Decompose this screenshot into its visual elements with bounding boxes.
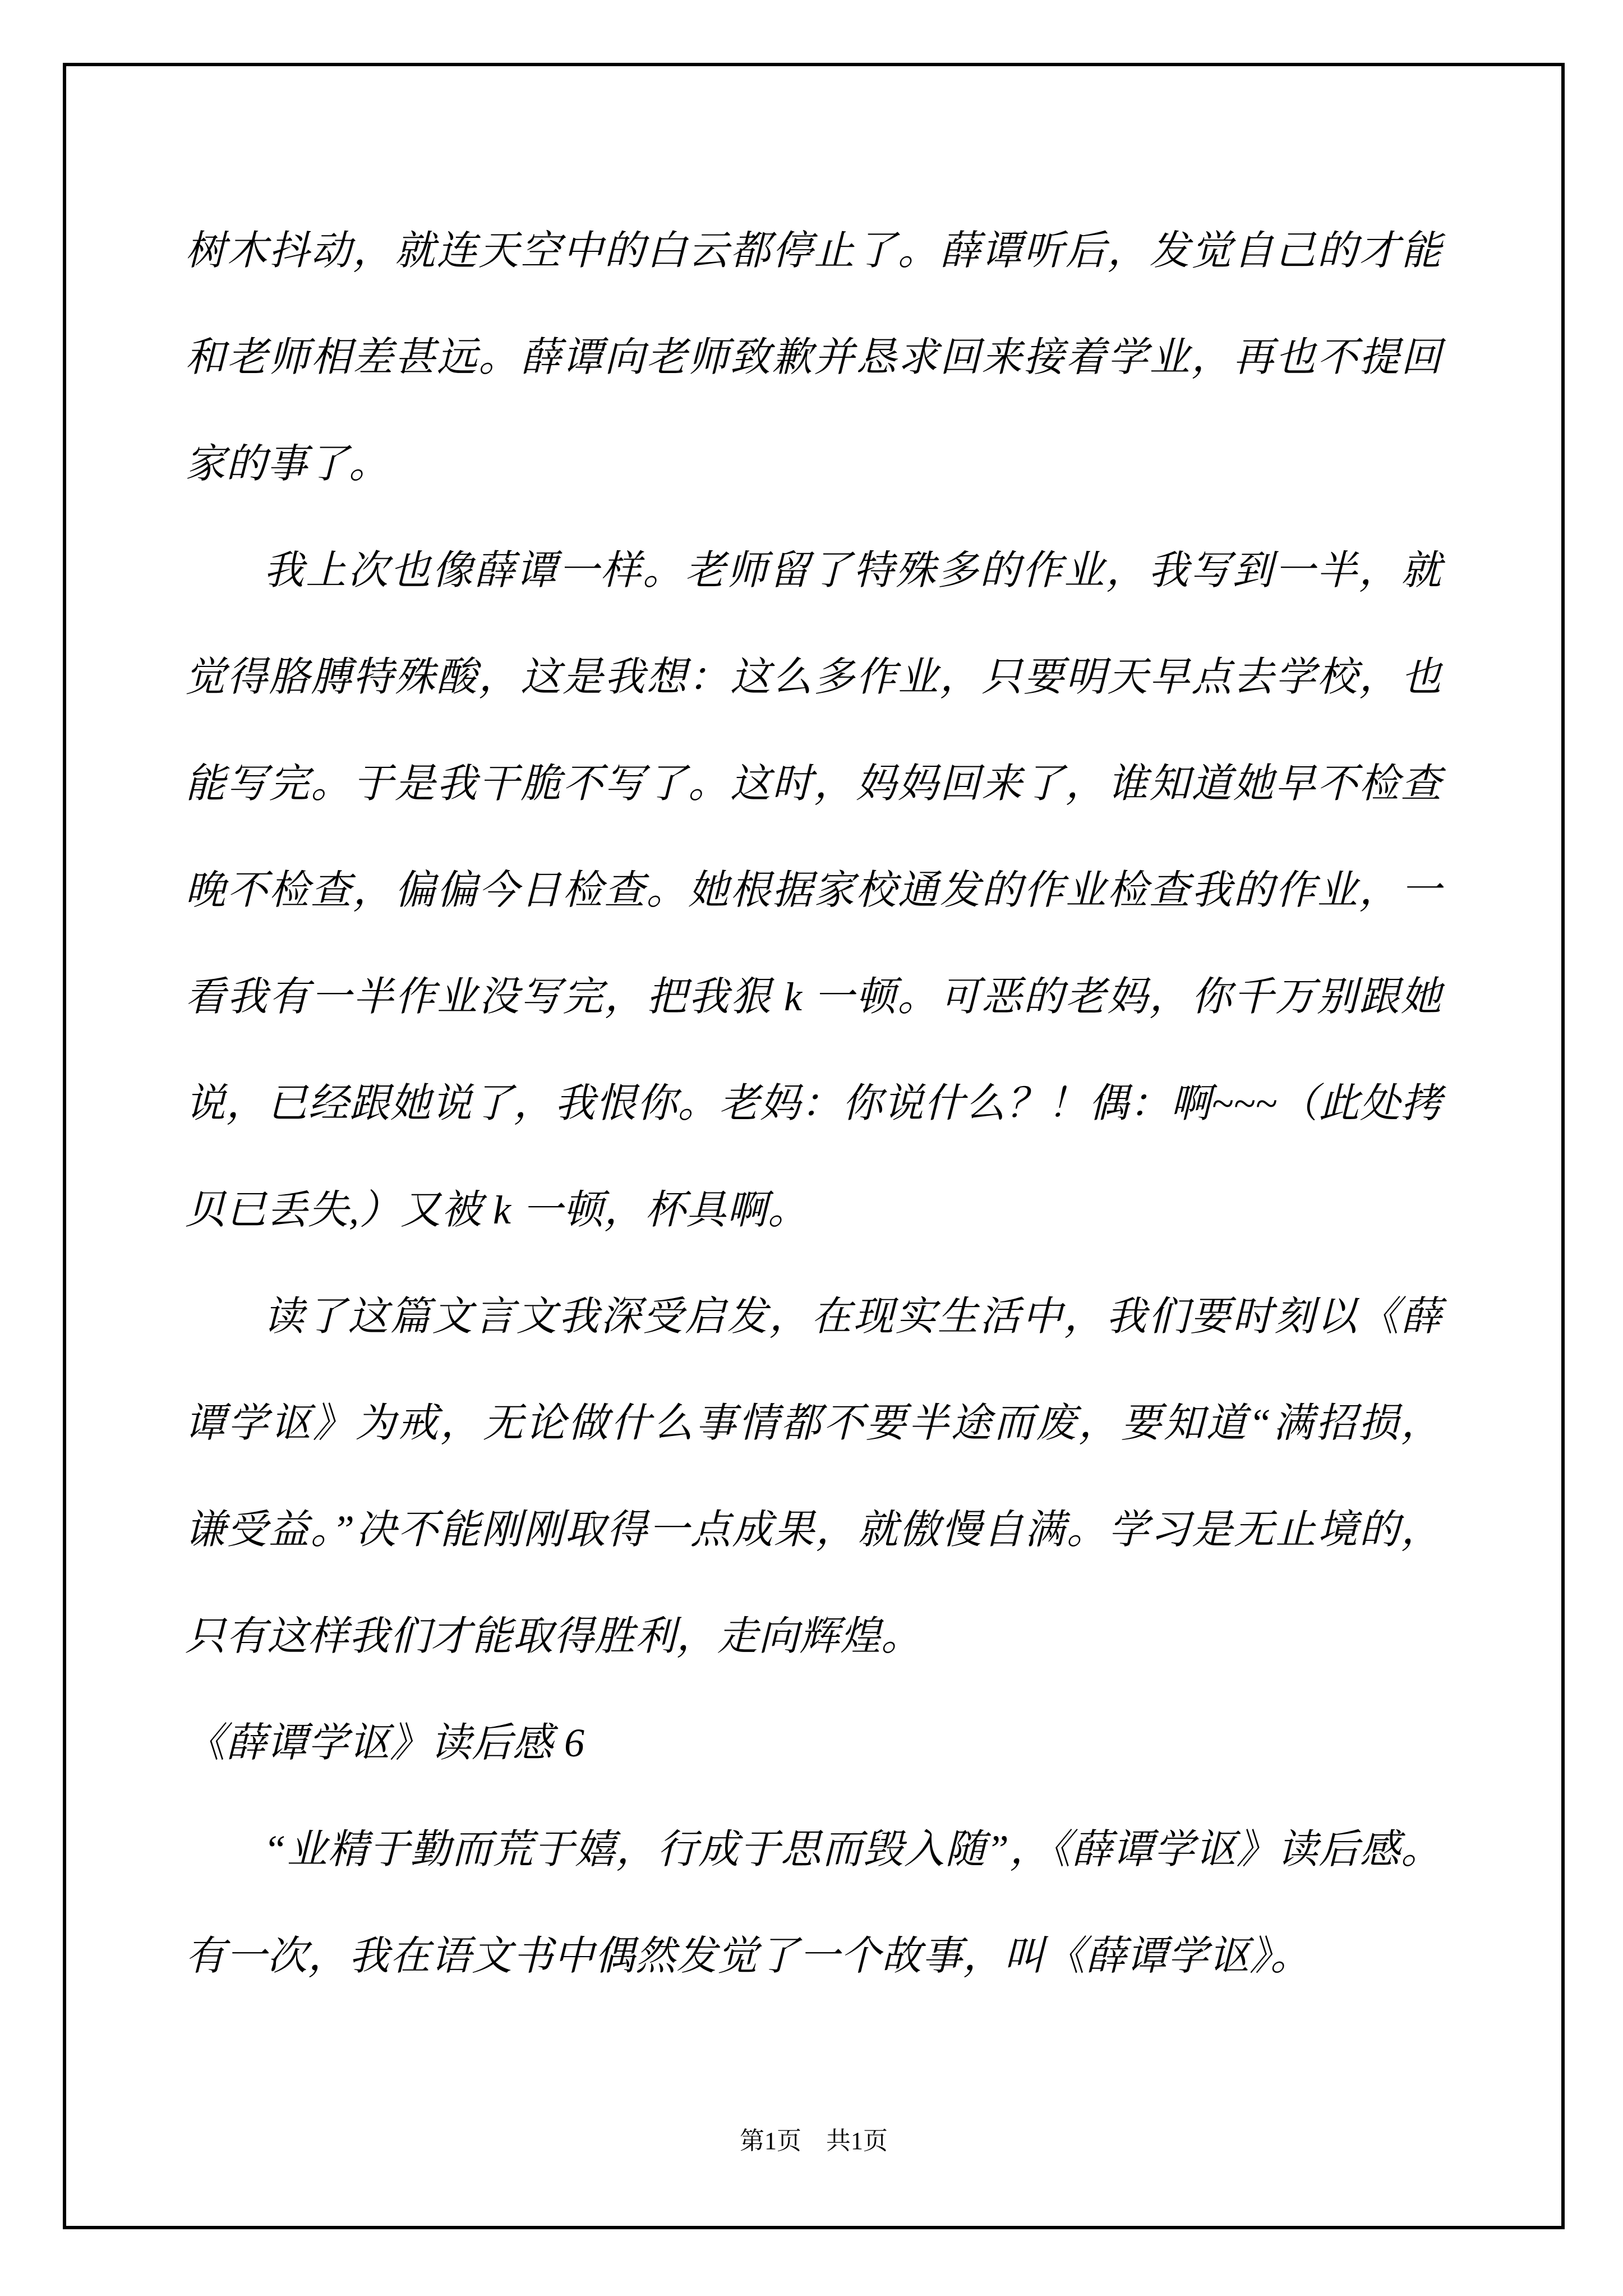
text-line: 有一次，我在语文书中偶然发觉了一个故事，叫《薛谭学讴》。	[185, 1934, 1312, 1978]
text-line: 晚不检查，偏偏今日检查。她根据家校通发的作业检查我的作业，一	[185, 868, 1441, 913]
page-number-footer: 第1页 共1页	[740, 2127, 888, 2155]
text-line: 只有这样我们才能取得胜利，走向辉煌。	[185, 1614, 923, 1659]
text-line: 我上次也像薛谭一样。老师留了特殊多的作业，我写到一半，就	[264, 548, 1441, 593]
text-line: 读了这篇文言文我深受启发，在现实生活中，我们要时刻以《薛	[264, 1294, 1441, 1339]
text-line: 树木抖动，就连天空中的白云都停止了。薛谭听后，发觉自己的才能	[185, 228, 1441, 273]
text-line: 谭学讴》为戒，无论做什么事情都不要半途而废，要知道“满招损，	[185, 1401, 1441, 1446]
text-line: 看我有一半作业没写完，把我狠 k 一顿。可恶的老妈，你千万别跟她	[185, 974, 1441, 1019]
text-line: “业精于勤而荒于嬉，行成于思而毁入随”，《薛谭学讴》读后感。	[264, 1827, 1441, 1872]
text-line: 贝已丢失,）又被 k 一顿，杯具啊。	[185, 1188, 809, 1232]
text-line: 能写完。于是我干脆不写了。这时，妈妈回来了，谁知道她早不检查	[185, 761, 1441, 806]
document-body	[185, 197, 1441, 2009]
text-line: 觉得胳膊特殊酸，这是我想：这么多作业，只要明天早点去学校，也	[185, 655, 1441, 700]
text-line: 说，已经跟她说了，我恨你。老妈：你说什么？！偶：啊~~~（此处拷	[185, 1081, 1441, 1126]
text-line: 和老师相差甚远。薛谭向老师致歉并恳求回来接着学业，再也不提回	[185, 335, 1441, 380]
text-line: 《薛谭学讴》读后感 6	[185, 1720, 585, 1765]
text-line: 家的事了。	[185, 441, 390, 486]
text-line: 谦受益。”决不能刚刚取得一点成果，就傲慢自满。学习是无止境的，	[185, 1507, 1441, 1552]
